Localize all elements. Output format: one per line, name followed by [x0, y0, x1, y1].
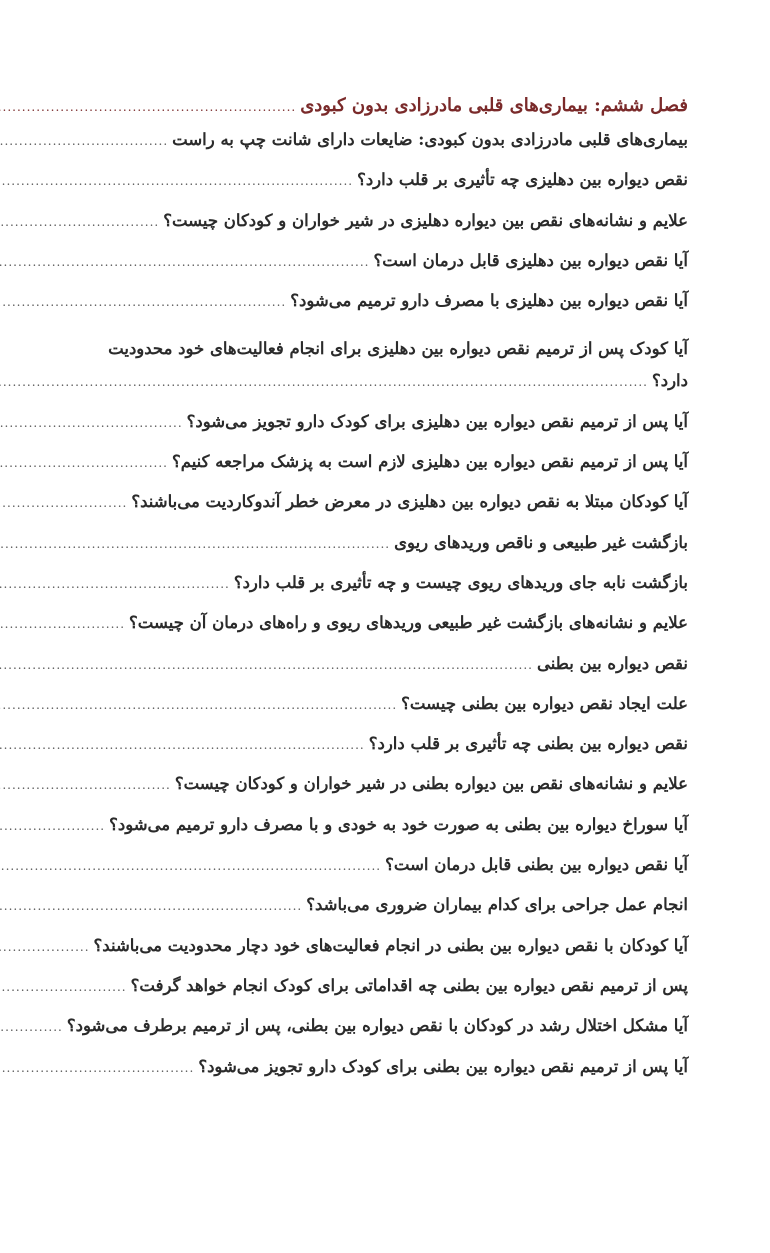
- leader-dots: [0, 210, 159, 234]
- toc-entry-title: بیماری‌های قلبی مادرزادی بدون کبودی: ضایعات دارای شانت چپ به راست: [172, 130, 688, 149]
- leader-dots: [0, 733, 365, 757]
- leader-dots: [0, 1056, 194, 1080]
- toc-entry-title: نقص دیواره بین دهلیزی چه تأثیری بر قلب دارد؟: [357, 170, 688, 190]
- toc-entry-title: آیا پس از ترمیم نقص دیواره بین بطنی برای کودک دارو تجویز می‌شود؟: [198, 1056, 688, 1076]
- leader-dots: [0, 129, 168, 153]
- toc-entry: [24, 1055, 688, 1095]
- toc-entry: [24, 531, 688, 571]
- leader-dots: [0, 653, 533, 677]
- toc-entry-title: آیا پس از ترمیم نقص دیواره بین دهلیزی لازم است به پزشک مراجعه کنیم؟: [171, 452, 688, 472]
- toc-entry: [24, 692, 688, 732]
- toc-entry-title: آیا نقص دیواره بین دهلیزی قابل درمان است؟: [373, 250, 688, 270]
- toc-entry: [24, 853, 688, 893]
- toc-entry-title: آیا مشکل اختلال رشد در کودکان با نقص دیواره بین بطنی، پس از ترمیم برطرف می‌شود؟: [66, 1016, 688, 1036]
- leader-dots: [0, 572, 230, 596]
- leader-dots: [0, 451, 168, 475]
- toc-entry-wrapped: [24, 369, 688, 409]
- toc-entry: [24, 571, 688, 611]
- toc-entry-title: نقص دیواره بین بطنی: [536, 653, 688, 673]
- leader-dots: [0, 411, 183, 435]
- toc-entry-title: نقص دیواره بین بطنی چه تأثیری بر قلب دارد؟: [368, 734, 688, 754]
- toc-entry: [24, 209, 688, 249]
- leader-dots: [0, 773, 171, 797]
- leader-dots: [0, 612, 125, 636]
- toc-entry-title: علت ایجاد نقص دیواره بین بطنی چیست؟: [401, 693, 688, 713]
- toc-entry-title: آیا نقص دیواره بین دهلیزی با مصرف دارو ترمیم می‌شود؟: [290, 291, 688, 311]
- toc-entry: [24, 128, 688, 168]
- leader-dots: [0, 290, 286, 314]
- toc-entry-title: آیا سوراخ دیواره بین بطنی به صورت خود به خودی و با مصرف دارو ترمیم می‌شود؟: [109, 814, 688, 834]
- toc-entry: [24, 652, 688, 692]
- leader-dots: [0, 250, 369, 274]
- leader-dots: [0, 169, 353, 193]
- toc-entry: [24, 410, 688, 450]
- leader-dots: [0, 693, 397, 717]
- toc-entry-title: آیا کودکان با نقص دیواره بین بطنی در انجام فعالیت‌های خود دچار محدودیت می‌باشند؟: [93, 935, 688, 955]
- toc-entry: [24, 450, 688, 490]
- leader-dots: [0, 370, 648, 394]
- toc-entry: [24, 249, 688, 289]
- table-of-contents: [24, 94, 688, 1095]
- toc-entry: [24, 974, 688, 1014]
- leader-dots: [0, 95, 296, 119]
- leader-dots: [0, 532, 390, 556]
- toc-entry-title: علایم و نشانه‌های بازگشت غیر طبیعی وریدهای ریوی و راه‌های درمان آن چیست؟: [129, 613, 688, 633]
- toc-entry: [24, 490, 688, 530]
- toc-entry: [24, 934, 688, 974]
- leader-dots: [0, 894, 302, 918]
- toc-entry-title: بازگشت نابه جای وریدهای ریوی چیست و چه تأثیری بر قلب دارد؟: [233, 572, 688, 592]
- leader-dots: [0, 854, 381, 878]
- toc-entry-title: آیا پس از ترمیم نقص دیواره بین دهلیزی برای کودک دارو تجویز می‌شود؟: [186, 411, 688, 431]
- chapter-heading: [24, 94, 688, 128]
- toc-entry-wrapped-line1: آیا کودک پس از ترمیم نقص دیواره بین دهلیزی برای انجام فعالیت‌های خود محدودیت: [108, 339, 688, 359]
- leader-dots: [0, 1015, 63, 1039]
- toc-entry-title: علایم و نشانه‌های نقص بین دیواره دهلیزی در شیر خواران و کودکان چیست؟: [163, 210, 688, 230]
- toc-entry: [24, 732, 688, 772]
- toc-entry-title: علایم و نشانه‌های نقص بین دیواره بطنی در شیر خواران و کودکان چیست؟: [174, 774, 688, 794]
- toc-entry: [24, 289, 688, 329]
- toc-entry: [24, 611, 688, 651]
- leader-dots: [0, 975, 127, 999]
- chapter-title: فصل ششم: بیماری‌های قلبی مادرزادی بدون کبودی: [300, 95, 688, 116]
- toc-entry-title: پس از ترمیم نقص دیواره بین بطنی چه اقداماتی برای کودک انجام خواهد گرفت؟: [130, 975, 688, 995]
- leader-dots: [0, 491, 127, 515]
- toc-entry-title: بازگشت غیر طبیعی و ناقص وریدهای ریوی: [394, 532, 688, 552]
- toc-entry-title: آیا نقص دیواره بین بطنی قابل درمان است؟: [385, 855, 688, 875]
- toc-entry: [24, 168, 688, 208]
- toc-entry-title: آیا کودکان مبتلا به نقص دیواره بین دهلیزی در معرض خطر آندوکاردیت می‌باشند؟: [131, 492, 688, 512]
- toc-entry-title: دارد؟: [651, 371, 688, 391]
- leader-dots: [0, 814, 105, 838]
- toc-entry: [24, 1014, 688, 1054]
- toc-entry-title: انجام عمل جراحی برای کدام بیماران ضروری می‌باشد؟: [306, 895, 688, 915]
- toc-entry: [24, 893, 688, 933]
- toc-entry: [24, 772, 688, 812]
- leader-dots: [0, 935, 90, 959]
- toc-entry: [24, 813, 688, 853]
